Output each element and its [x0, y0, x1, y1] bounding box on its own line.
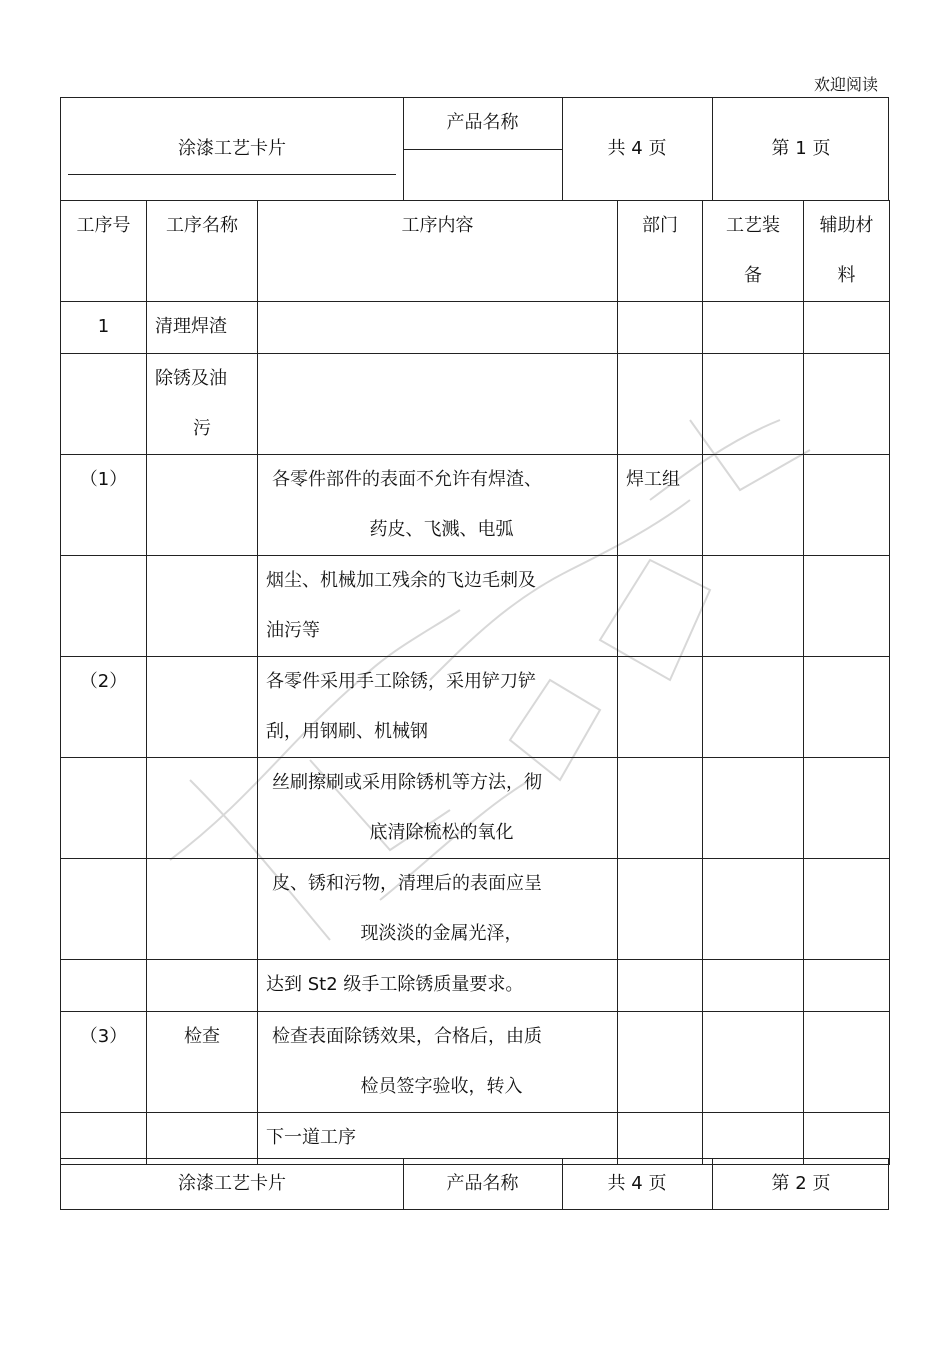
- cell-seq: （3）: [61, 1012, 147, 1113]
- cell-aux: [804, 556, 890, 657]
- cell-content: [258, 859, 618, 960]
- cell-name-line1: 除锈及油: [155, 368, 227, 389]
- cell-content-line2: 药皮、飞溅、电弧: [369, 519, 514, 540]
- cell-dept: [618, 859, 703, 960]
- cell-equipment: [703, 556, 804, 657]
- cell-seq: [61, 859, 147, 960]
- cell-equipment: [703, 758, 804, 859]
- cell-seq: （2）: [61, 657, 147, 758]
- title-underline: [68, 174, 396, 175]
- cell-content: [258, 556, 618, 657]
- cell-content-line2: 现淡淡的金属光泽，: [360, 923, 523, 944]
- cell-seq: [61, 1113, 147, 1165]
- table-row: [61, 556, 890, 657]
- footer-card-title: 涂漆工艺卡片: [178, 1173, 286, 1194]
- cell-seq: [61, 960, 147, 1012]
- cell-seq: [61, 354, 147, 455]
- col-header-equipment-line2: 备: [744, 265, 762, 286]
- cell-name: [147, 758, 258, 859]
- cell-name: 清理焊渣: [147, 302, 258, 354]
- cell-aux: [804, 657, 890, 758]
- total-pages: 共 4 页: [607, 138, 667, 159]
- cell-content-line1: 检查表面除锈效果，合格后，由质: [272, 1026, 542, 1047]
- footer-product-name-label: 产品名称: [446, 1173, 519, 1194]
- card-footer: [60, 1158, 889, 1210]
- cell-content-line1: 烟尘、机械加工残余的飞边毛刺及: [266, 570, 536, 591]
- card-header: [60, 97, 889, 201]
- cell-equipment: [703, 657, 804, 758]
- cell-aux: [804, 1012, 890, 1113]
- cell-content-line2: 油污等: [266, 620, 320, 641]
- cell-content: 下一道工序: [258, 1113, 618, 1165]
- cell-seq: （1）: [61, 455, 147, 556]
- cell-name: 检查: [147, 1012, 258, 1113]
- cell-name: [147, 1113, 258, 1165]
- cell-content-line1: 丝刷擦刷或采用除锈机等方法，彻: [272, 772, 542, 793]
- cell-content: [258, 455, 618, 556]
- table-row: [61, 1113, 890, 1165]
- cell-content: [258, 758, 618, 859]
- table-row: [61, 960, 890, 1012]
- cell-aux: [804, 960, 890, 1012]
- table-row: [61, 859, 890, 960]
- cell-dept: [618, 354, 703, 455]
- cell-seq: [61, 758, 147, 859]
- col-header-content: 工序内容: [258, 201, 618, 302]
- cell-dept: [618, 960, 703, 1012]
- cell-content-line1: 各零件采用手工除锈，采用铲刀铲: [266, 671, 536, 692]
- cell-content-line1: 各零件部件的表面不允许有焊渣、: [272, 469, 542, 490]
- product-name-separator: [403, 149, 562, 150]
- cell-content: [258, 1012, 618, 1113]
- cell-content-line2: 检员签字验收，转入: [360, 1076, 523, 1097]
- cell-dept: [618, 556, 703, 657]
- product-name-label: 产品名称: [446, 112, 519, 133]
- cell-name: [147, 657, 258, 758]
- cell-equipment: [703, 1113, 804, 1165]
- cell-aux: [804, 455, 890, 556]
- table-row: [61, 354, 890, 455]
- cell-equipment: [703, 455, 804, 556]
- cell-equipment: [703, 960, 804, 1012]
- table-header-row: [61, 201, 890, 302]
- table-row: [61, 1012, 890, 1113]
- cell-aux: [804, 859, 890, 960]
- cell-name: [147, 859, 258, 960]
- cell-equipment: [703, 1012, 804, 1113]
- cell-seq: 1: [61, 302, 147, 354]
- cell-seq: [61, 556, 147, 657]
- col-header-aux-line1: 辅助材: [819, 215, 874, 236]
- col-header-aux: [804, 201, 890, 302]
- col-header-aux-line2: 料: [837, 265, 856, 286]
- process-table: [60, 200, 890, 1165]
- cell-content-line2: 底清除梳松的氧化: [369, 822, 514, 843]
- cell-aux: [804, 758, 890, 859]
- col-header-equipment-line1: 工艺装: [726, 215, 780, 236]
- cell-name: [147, 556, 258, 657]
- cell-content-line1: 皮、锈和污物，清理后的表面应呈: [272, 873, 542, 894]
- col-header-name: 工序名称: [147, 201, 258, 302]
- cell-content: [258, 657, 618, 758]
- footer-page-number: 第 2 页: [771, 1173, 831, 1194]
- cell-content: [258, 354, 618, 455]
- col-header-seq: 工序号: [61, 201, 147, 302]
- cell-name: [147, 354, 258, 455]
- cell-aux: [804, 1113, 890, 1165]
- cell-dept: [618, 657, 703, 758]
- table-row: [61, 758, 890, 859]
- page-number: 第 1 页: [771, 138, 831, 159]
- cell-equipment: [703, 302, 804, 354]
- cell-name: [147, 960, 258, 1012]
- corner-text: 欢迎阅读: [813, 75, 878, 94]
- cell-dept: [618, 1113, 703, 1165]
- table-row: [61, 657, 890, 758]
- cell-content: 达到 St2 级手工除锈质量要求。: [258, 960, 618, 1012]
- col-header-equipment: [703, 201, 804, 302]
- cell-aux: [804, 302, 890, 354]
- cell-dept: 焊工组: [618, 455, 703, 556]
- table-row: [61, 302, 890, 354]
- col-header-dept: 部门: [618, 201, 703, 302]
- footer-total-pages: 共 4 页: [607, 1173, 667, 1194]
- cell-dept: [618, 758, 703, 859]
- cell-name-line2: 污: [193, 418, 211, 439]
- cell-equipment: [703, 354, 804, 455]
- cell-aux: [804, 354, 890, 455]
- cell-content: [258, 302, 618, 354]
- cell-name: [147, 455, 258, 556]
- cell-equipment: [703, 859, 804, 960]
- cell-dept: [618, 1012, 703, 1113]
- cell-dept: [618, 302, 703, 354]
- table-row: [61, 455, 890, 556]
- card-title: 涂漆工艺卡片: [178, 138, 286, 159]
- cell-content-line2: 刮，用钢刷、机械钢: [266, 721, 428, 742]
